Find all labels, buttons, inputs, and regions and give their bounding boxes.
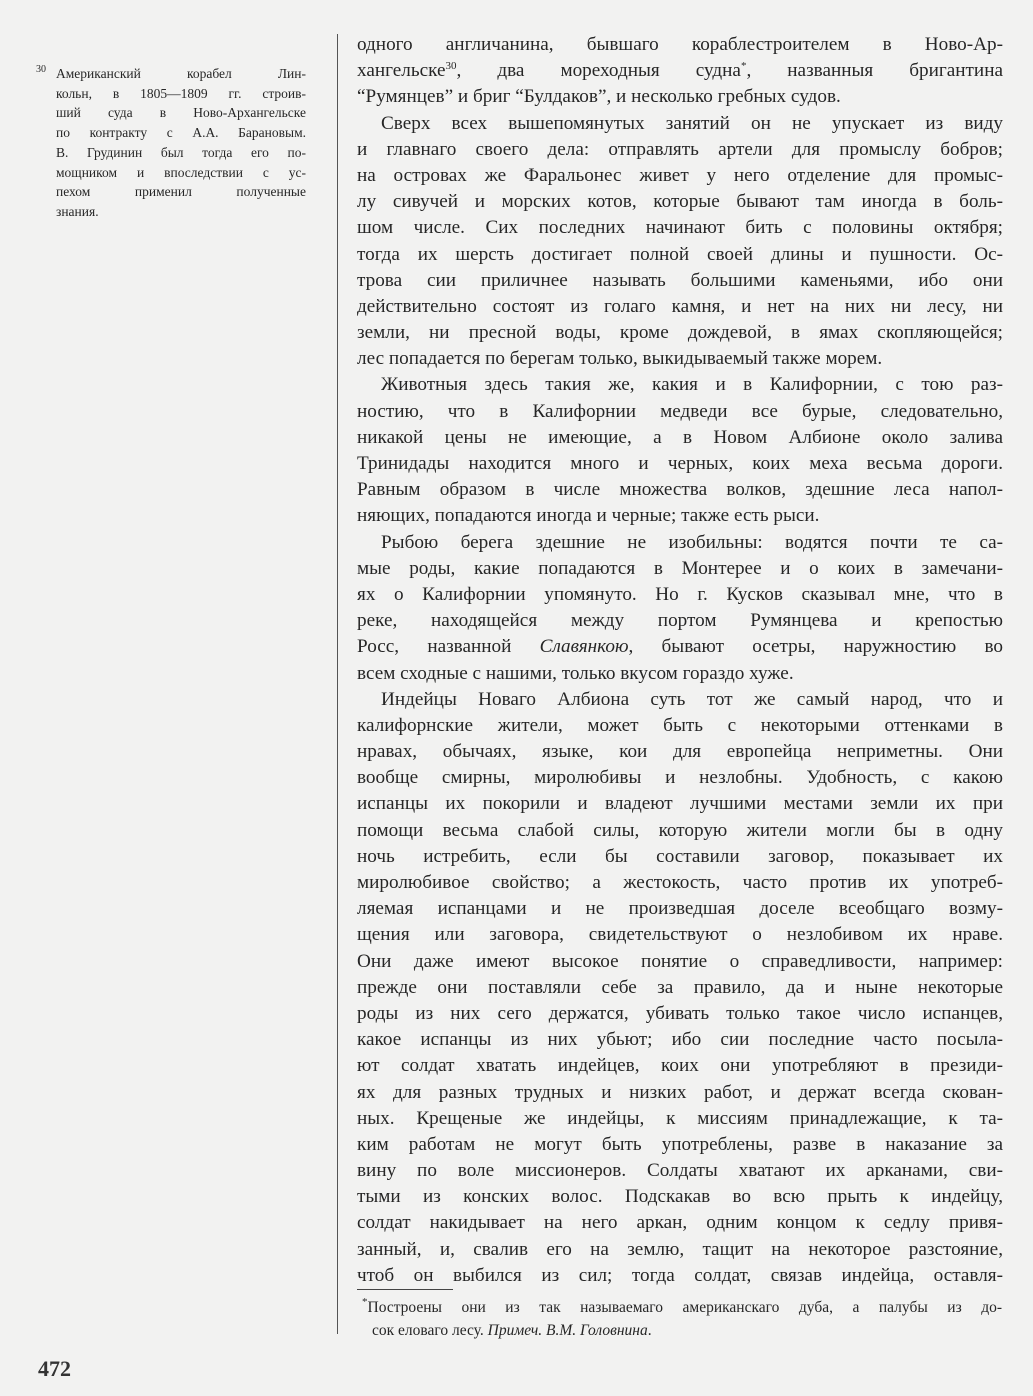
text-segment: занный, и, свалив его на землю, тащит на некоторое разстояние, [357,1238,1003,1260]
text-segment: тыми из конских волос. Подскакав во всю прыть к индейцу, [357,1186,1003,1208]
text-segment: “Румянцев” и бриг “Булдаков”, и несколько гребных судов. [357,86,841,108]
text-segment: земли, ни пресной воды, кроме дождевой, в ямах скопляющейся; [357,322,1003,344]
text-line [357,1106,1003,1132]
text-line [357,242,1003,268]
text-line [357,687,1003,713]
text-line [357,1158,1003,1184]
margin-note-line: ший суда в Ново-Архангельске [56,105,306,121]
text-line [357,634,1003,660]
text-segment: ют солдат хватать индейцев, коих они употребляют в президи- [357,1055,1003,1077]
text-segment: ностию, что в Калифорнии медведи все бурые, следовательно, [357,400,1003,422]
text-line [357,477,1003,503]
text-line [357,791,1003,817]
text-line [357,294,1003,320]
text-segment: Они даже имеют высокое понятие о справедливости, например: [357,950,1003,972]
text-line [357,1237,1003,1263]
text-segment: всем сходные с нашими, только вкусом гораздо хуже. [357,662,794,684]
footnote-attribution: Примеч. В.М. Головнина [487,1322,648,1339]
text-segment: какое испанцы из них убьют; ибо сии последние часто посыла- [357,1029,1003,1051]
margin-note-line: кольн, в 1805—1809 гг. строив- [56,85,306,101]
text-segment: одного англичанина, бывшаго кораблестроителем в Ново-Ар- [357,34,1003,55]
italic-text: Славянкою [539,636,629,658]
text-segment: действительно состоят из голаго камня, и нет на них ни лесу, ни [357,295,1003,317]
text-line [357,163,1003,189]
text-segment: Сверх всех вышепомянутых занятий он не упускает из виду [381,112,1003,134]
text-line [357,346,1003,372]
text-segment: Рыбою берега здешние не изобильны: водятся почти те са- [381,531,1003,553]
text-segment: тогда их шерсть достигает полной своей длины и пушности. Ос- [357,243,1003,265]
footnote-text: Построены они из так называемаго американскаго дуба, а палубы из до- [367,1299,1002,1316]
text-line [357,425,1003,451]
text-line [357,1027,1003,1053]
text-line [357,58,1003,84]
text-line [357,399,1003,425]
text-segment: никакой цены не имеющие, а в Новом Албионе около залива [357,426,1003,448]
text-segment: няющих, попадаются иногда и черные; также есть рыси. [357,505,820,527]
footnote-marker: * [362,1296,368,1308]
text-segment: ким работам не могут быть употреблены, разве в наказание за [357,1133,1003,1155]
text-segment: роды из них сего держатся, убивать только такое число испанцев, [357,1002,1003,1024]
footnote-rule [357,1289,453,1290]
text-line [357,1053,1003,1079]
text-line [357,530,1003,556]
margin-note-line: знания. [56,203,99,219]
text-segment: ях о Калифорнии упомянуто. Но г. Кусков сказывал мне, что в [357,583,1003,605]
margin-note [36,64,306,222]
text-line [357,1132,1003,1158]
text-segment: лес попадается по берегам только, выкидываемый также морем. [357,348,883,370]
text-line [357,1080,1003,1106]
text-segment: ных. Крещеные же индейцы, к миссиям принадлежащие, к та- [357,1107,1003,1129]
page-number: 472 [38,1356,71,1381]
text-line [357,949,1003,975]
text-line [357,582,1003,608]
text-line [357,1184,1003,1210]
text-line [357,189,1003,215]
text-segment: ях для разных трудных и низких работ, и держат всегда скован- [357,1081,1003,1103]
text-line [357,608,1003,634]
margin-note-line: мощником и впоследствии с ус- [56,164,306,180]
footnote-line [362,1319,1002,1342]
text-segment: Росс, названной [357,636,540,658]
main-text [357,32,1003,1289]
footnote-text: сок еловаго лесу. [372,1322,488,1339]
text-line [357,372,1003,398]
text-line [357,922,1003,948]
column-divider [337,34,338,1334]
text-segment: Индейцы Новаго Албиона суть тот же самый народ, что и [381,688,1003,710]
text-segment: чтоб он выбился из сил; тогда солдат, связав индейца, оставля- [357,1264,1003,1286]
text-line [357,1210,1003,1236]
margin-note-line: В. Грудинин был тогда его по- [56,144,306,160]
text-line [357,111,1003,137]
margin-note-line: Американский корабел Лин- [56,66,306,81]
text-segment: миролюбивое свойство; а жестокость, часто против их употреб- [357,872,1003,893]
text-segment: трова сии приличнее называть большими каменьями, ибо они [357,269,1003,291]
text-segment: Тринидады находится много и черных, коих меха весьма дороги. [357,453,1003,474]
text-line [357,556,1003,582]
footnote-line [362,1296,1002,1319]
text-line [357,661,1003,687]
text-segment: на островах же Фаральонес живет у него отделение для промыс- [357,164,1003,186]
text-line [357,1263,1003,1289]
text-line [357,503,1003,529]
text-segment: прежде они поставляли себе за правило, да и ныне некоторые [357,976,1003,998]
text-line [357,739,1003,765]
text-segment: и главнаго своего дела: отправлять артели для промыслу бобров; [357,138,1003,160]
text-segment: калифорнские жители, может быть с некоторыми оттенками в [357,714,1003,736]
text-segment: помощи весьма слабой силы, которую жители могли бы в одну [357,819,1003,841]
text-line [357,1001,1003,1027]
footnote [362,1296,1002,1342]
text-segment: испанцы их покорили и владеют лучшими местами земли их при [357,793,1003,815]
text-segment: хангельске [357,60,446,82]
note-reference: 30 [445,60,457,73]
text-line [357,896,1003,922]
text-line [357,844,1003,870]
text-segment: мые роды, какие попадаются в Монтерее и о коих в замечани- [357,557,1003,579]
text-line [357,32,1003,58]
footnote-text: . [647,1322,652,1339]
text-segment: нравах, обычаях, языке, кои для европейца неприметны. Они [357,741,1003,763]
text-line [357,268,1003,294]
text-segment: , два мореходныя судна [456,60,741,82]
margin-note-text [56,64,306,222]
margin-note-number: 30 [36,64,46,75]
text-segment: , бывают осетры, наружностию во [628,636,1003,658]
text-segment: ночь истребить, если бы составили заговор, показывает их [357,845,1003,867]
note-reference: * [740,60,747,73]
text-line [357,84,1003,110]
text-segment: шом числе. Сих последних начинают бить с половины октября; [357,217,1003,239]
text-segment: лу сивучей и морских котов, которые бывают там иногда в боль- [357,191,1003,213]
margin-note-line: пехом применил полученные [56,184,306,200]
text-segment: ляемая испанцами и не произведшая доселе всеобщаго возму- [357,898,1003,920]
text-segment: , названныя бригантина [746,60,1003,82]
text-line [357,818,1003,844]
text-line [357,451,1003,477]
text-line [357,765,1003,791]
text-line [357,870,1003,896]
text-line [357,215,1003,241]
text-line [357,137,1003,163]
text-segment: Равным образом в числе множества волков, здешние леса напол- [357,479,1003,501]
text-line [357,320,1003,346]
text-segment: солдат накидывает на него аркан, одним концом к седлу привя- [357,1212,1003,1234]
text-line [357,713,1003,739]
text-segment: вообще смирны, миролюбивы и незлобны. Удобность, с какою [357,767,1003,789]
text-segment: щения или заговора, свидетельствуют о незлобивом их нраве. [357,924,1003,946]
text-segment: вину по воле миссионеров. Солдаты хватают их арканами, сви- [357,1160,1003,1182]
margin-note-line: по контракту с А.А. Барановым. [56,125,306,141]
text-segment: Животныя здесь такия же, какия и в Калифорнии, с тою раз- [381,374,1003,396]
text-line [357,975,1003,1001]
text-segment: реке, находящейся между портом Румянцева и крепостью [357,610,1003,632]
